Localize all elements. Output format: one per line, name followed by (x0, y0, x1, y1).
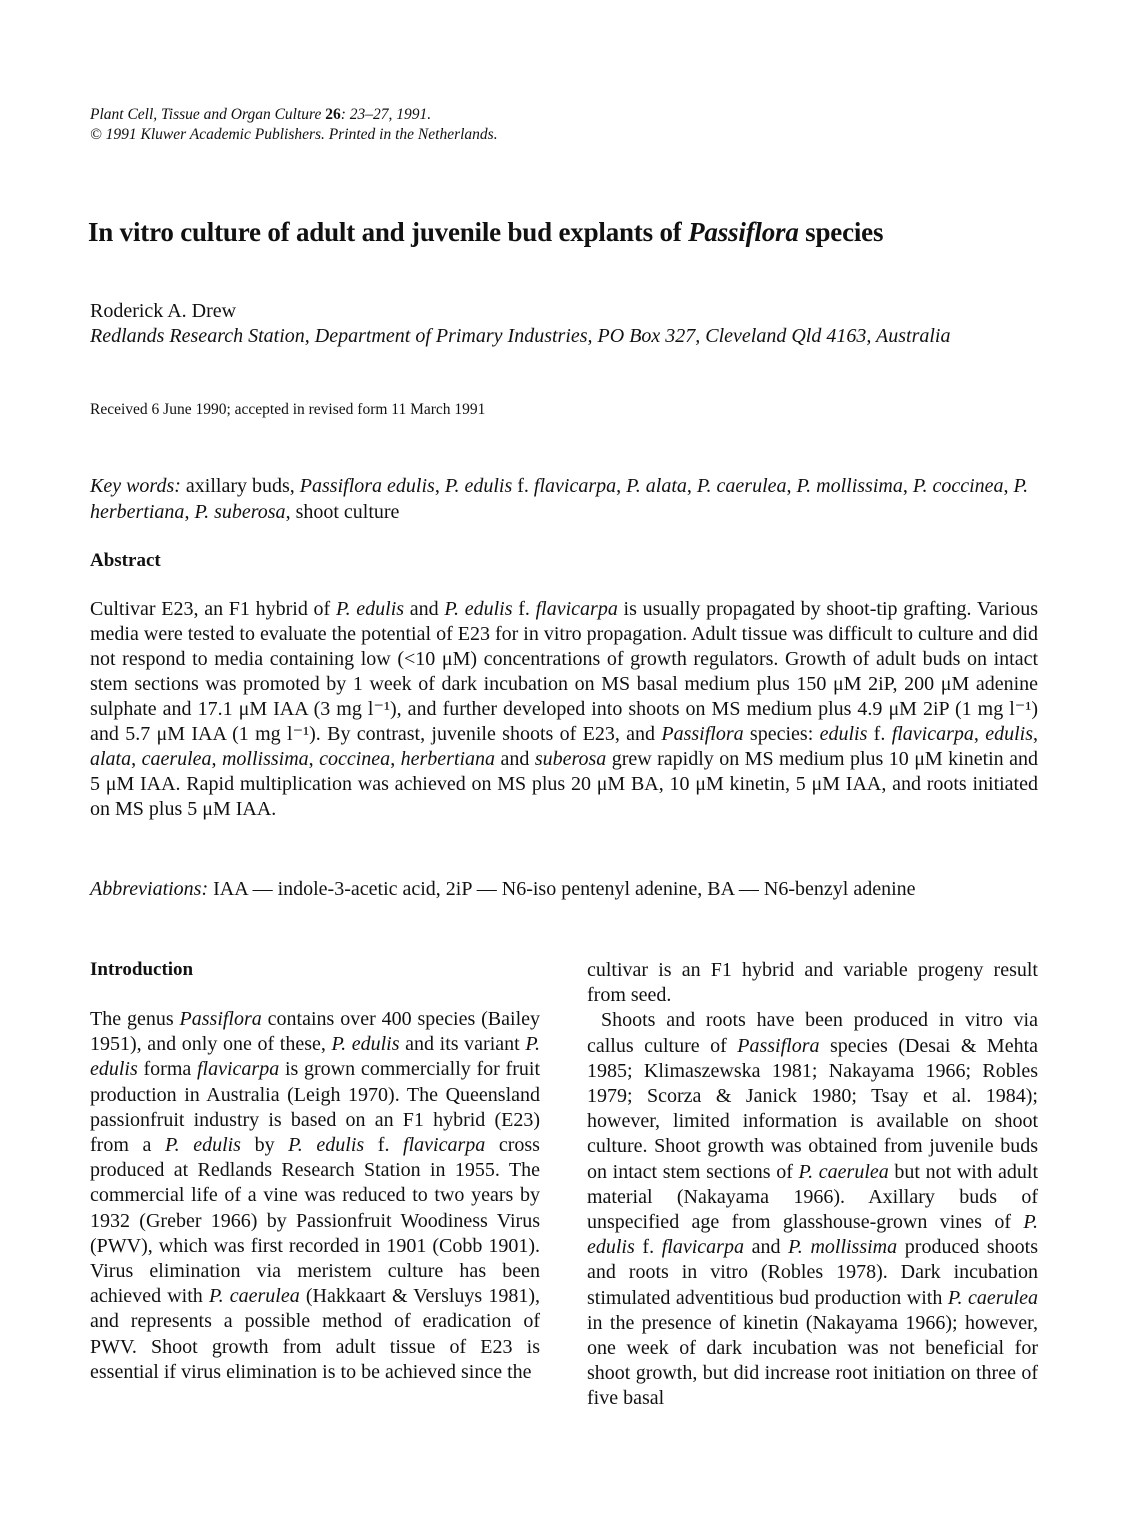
introduction-heading: Introduction (90, 959, 194, 980)
abbreviations-text: IAA — indole-3-acetic acid, 2iP — N6-iso pentenyl adenine, BA — N6-benzyl adenine (208, 878, 916, 900)
title-suffix: species (798, 217, 884, 247)
abbreviations-heading: Abbreviations: (90, 878, 209, 900)
abstract-body: Cultivar E23, an F1 hybrid of P. edulis and P. edulis f. flavicarpa is usually propagated by shoot-tip grafting. Various media were tested to evaluate the potential of E23 for in vitro propagation. Adult tissue was difficult to culture and did not respond to media containing low (<10 μM) concentrations of growth regulators. Growth of adult buds on intact stem sections was promoted by 1 week of dark incubation on MS basal medium plus 150 μM 2iP, 200 μM adenine sulphate and 17.1 μM IAA (3 mg l⁻¹), and further developed into shoots on MS medium plus 4.9 μM 2iP (1 mg l⁻¹) and 5.7 μM IAA (1 mg l⁻¹). By contrast, juvenile shoots of E23, and Passiflora species: edulis f. flavicarpa, edulis, alata, caerulea, mollissima, coccinea, herbertiana and suberosa grew rapidly on MS medium plus 10 μM kinetin and 5 μM IAA. Rapid multiplication was achieved on MS plus 20 μM BA, 10 μM kinetin, 5 μM IAA, and roots initiated on MS plus 5 μM IAA. (90, 598, 1039, 820)
journal-name: Plant Cell, Tissue and Organ Culture (90, 106, 326, 123)
keywords-heading: Key words: (90, 475, 181, 497)
introduction-column-1: The genus Passiflora contains over 400 species (Bailey 1951), and only one of these, P. edulis and its variant P. edulis forma flavicarpa is grown commercially for fruit production in Australia (Leigh 1970). The Queensland passionfruit industry is based on an F1 hybrid (E23) from a P. edulis by P. edulis f. flavicarpa cross produced at Redlands Research Station in 1955. The commercial life of a vine was reduced to two years by 1932 (Greber 1966) by Passionfruit Woodiness Virus (PWV), which was first recorded in 1901 (Cobb 1901). Virus elimination via meristem culture has been achieved with P. caerulea (Hakkaart & Versluys 1981), and represents a possible method of eradication of PWV. Shoot growth from adult tissue of E23 is essential if virus elimination is to be achieved since the (90, 1008, 541, 1383)
keywords-text: axillary buds, Passiflora edulis, P. edulis f. flavicarpa, P. alata, P. caerulea, P. mollissima, P. coccinea, P. herbertiana, P. suberosa, shoot culture (90, 475, 1029, 523)
journal-pages-year: : 23–27, 1991. (340, 106, 432, 123)
journal-volume: 26 (325, 106, 341, 123)
introduction-paragraph-continued: cultivar is an F1 hybrid and variable progeny result from seed. (587, 959, 1038, 1007)
paper-title (88, 217, 883, 248)
journal-citation (90, 105, 498, 145)
title-text: In vitro culture of adult and juvenile bud explants of (88, 217, 689, 247)
author-name: Roderick A. Drew (90, 300, 237, 322)
journal-line-1 (90, 105, 498, 125)
copyright-line: © 1991 Kluwer Academic Publishers. Printed in the Netherlands. (90, 126, 498, 143)
abstract-heading: Abstract (90, 550, 161, 571)
introduction-column-2 (587, 958, 1038, 1412)
author-affiliation: Redlands Research Station, Department of Primary Industries, PO Box 327, Cleveland Qld 4163, Australia (90, 325, 951, 347)
keywords (90, 473, 1030, 525)
received-dates: Received 6 June 1990; accepted in revised form 11 March 1991 (90, 401, 486, 418)
introduction-paragraph-2: Shoots and roots have been produced in vitro via callus culture of Passiflora species (Desai & Mehta 1985; Klimaszewska 1981; Nakayama 1966; Robles 1979; Scorza & Janick 1980; Tsay et al. 1984); however, limited information is available on shoot culture. Shoot growth was obtained from juvenile buds on intact stem sections of P. caerulea but not with adult material (Nakayama 1966). Axillary buds of unspecified age from glasshouse-grown vines of P. edulis f. flavicarpa and P. mollissima produced shoots and roots in vitro (Robles 1978). Dark incubation stimulated adventitious bud production with P. caerulea in the presence of kinetin (Nakayama 1966); however, one week of dark incubation was not beneficial for shoot growth, but did increase root initiation on three of five basal (587, 1009, 1039, 1410)
abbreviations (90, 877, 1038, 902)
title-genus: Passiflora (688, 217, 799, 247)
